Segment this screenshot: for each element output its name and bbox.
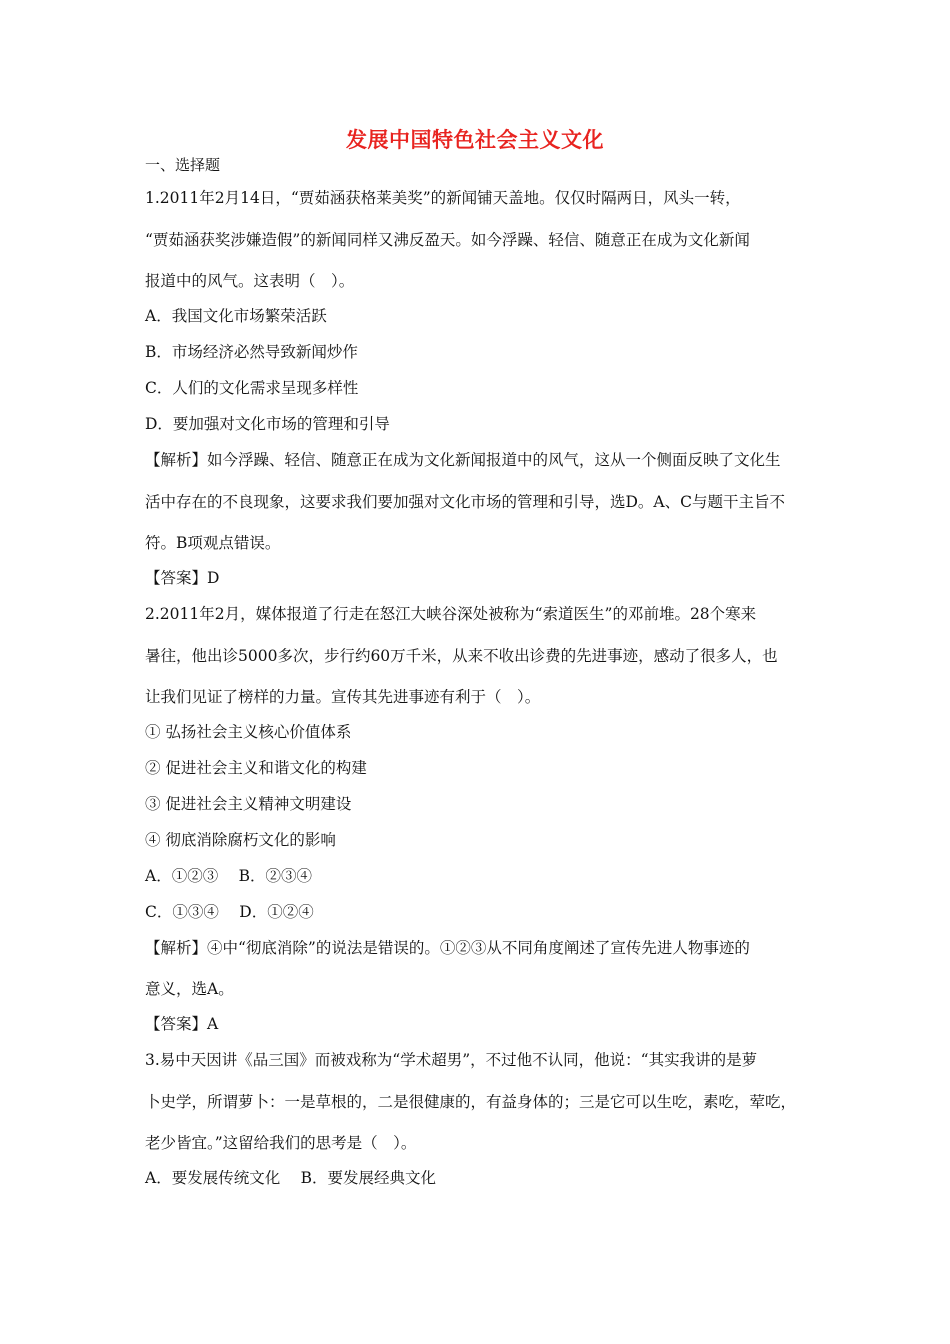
question-1-line-2: “贾茹涵获奖涉嫌造假”的新闻同样又沸反盈天。如今浮躁、轻信、随意正在成为文化新闻 <box>145 231 750 249</box>
question-2-analysis-line-1: 【解析】④中“彻底消除”的说法是错误的。①②③从不同角度阐述了宣传先进人物事迹的 <box>145 939 750 957</box>
question-3-line-3: 老少皆宜。”这留给我们的思考是（ ）。 <box>145 1134 417 1152</box>
question-1-line-3: 报道中的风气。这表明（ ）。 <box>145 272 355 290</box>
question-3-options-ab: A．要发展传统文化 B．要发展经典文化 <box>145 1169 437 1187</box>
question-1-line-1: 1.2011年2月14日，“贾茹涵获格莱美奖”的新闻铺天盖地。仅仅时隔两日，风头一转， <box>145 189 741 207</box>
question-1-option-d: D．要加强对文化市场的管理和引导 <box>145 415 390 433</box>
question-1-option-b: B．市场经济必然导致新闻炒作 <box>145 343 358 361</box>
page-title: 发展中国特色社会主义文化 <box>346 128 604 152</box>
question-2-answer: 【答案】A <box>145 1015 219 1033</box>
question-2-options-cd: C．①③④ D．①②④ <box>145 903 314 921</box>
question-2-analysis-line-2: 意义，选A。 <box>145 980 234 998</box>
question-2-line-3: 让我们见证了榜样的力量。宣传其先进事迹有利于（ ）。 <box>145 688 541 706</box>
question-2-line-2: 暑往，他出诊5000多次，步行约60万千米，从来不收出诊费的先进事迹，感动了很多人，也 <box>145 647 778 665</box>
question-3-line-2: 卜史学，所谓萝卜：一是草根的，二是很健康的，有益身体的；三是它可以生吃，素吃，荤吃， <box>145 1093 797 1111</box>
question-3-line-1: 3.易中天因讲《品三国》而被戏称为“学术超男”，不过他不认同，他说：“其实我讲的是萝 <box>145 1051 758 1069</box>
question-2-options-ab: A．①②③ B．②③④ <box>145 867 313 885</box>
section-heading: 一、选择题 <box>145 156 221 174</box>
question-1-option-c: C．人们的文化需求呈现多样性 <box>145 379 359 397</box>
question-1-analysis-line-2: 活中存在的不良现象，这要求我们要加强对文化市场的管理和引导，选D。A、C与题干主旨不 <box>145 493 785 511</box>
question-2-item-3: ③ 促进社会主义精神文明建设 <box>145 795 352 813</box>
question-2-item-1: ① 弘扬社会主义核心价值体系 <box>145 723 352 741</box>
question-1-answer: 【答案】D <box>145 569 220 587</box>
question-1-analysis-line-3: 符。B项观点错误。 <box>145 534 281 552</box>
question-2-item-4: ④ 彻底消除腐朽文化的影响 <box>145 831 336 849</box>
question-2-line-1: 2.2011年2月，媒体报道了行走在怒江大峡谷深处被称为“索道医生”的邓前堆。28个寒来 <box>145 605 757 623</box>
question-1-option-a: A．我国文化市场繁荣活跃 <box>145 307 327 325</box>
question-2-item-2: ② 促进社会主义和谐文化的构建 <box>145 759 367 777</box>
question-1-analysis-line-1: 【解析】如今浮躁、轻信、随意正在成为文化新闻报道中的风气，这从一个侧面反映了文化生 <box>145 451 781 469</box>
